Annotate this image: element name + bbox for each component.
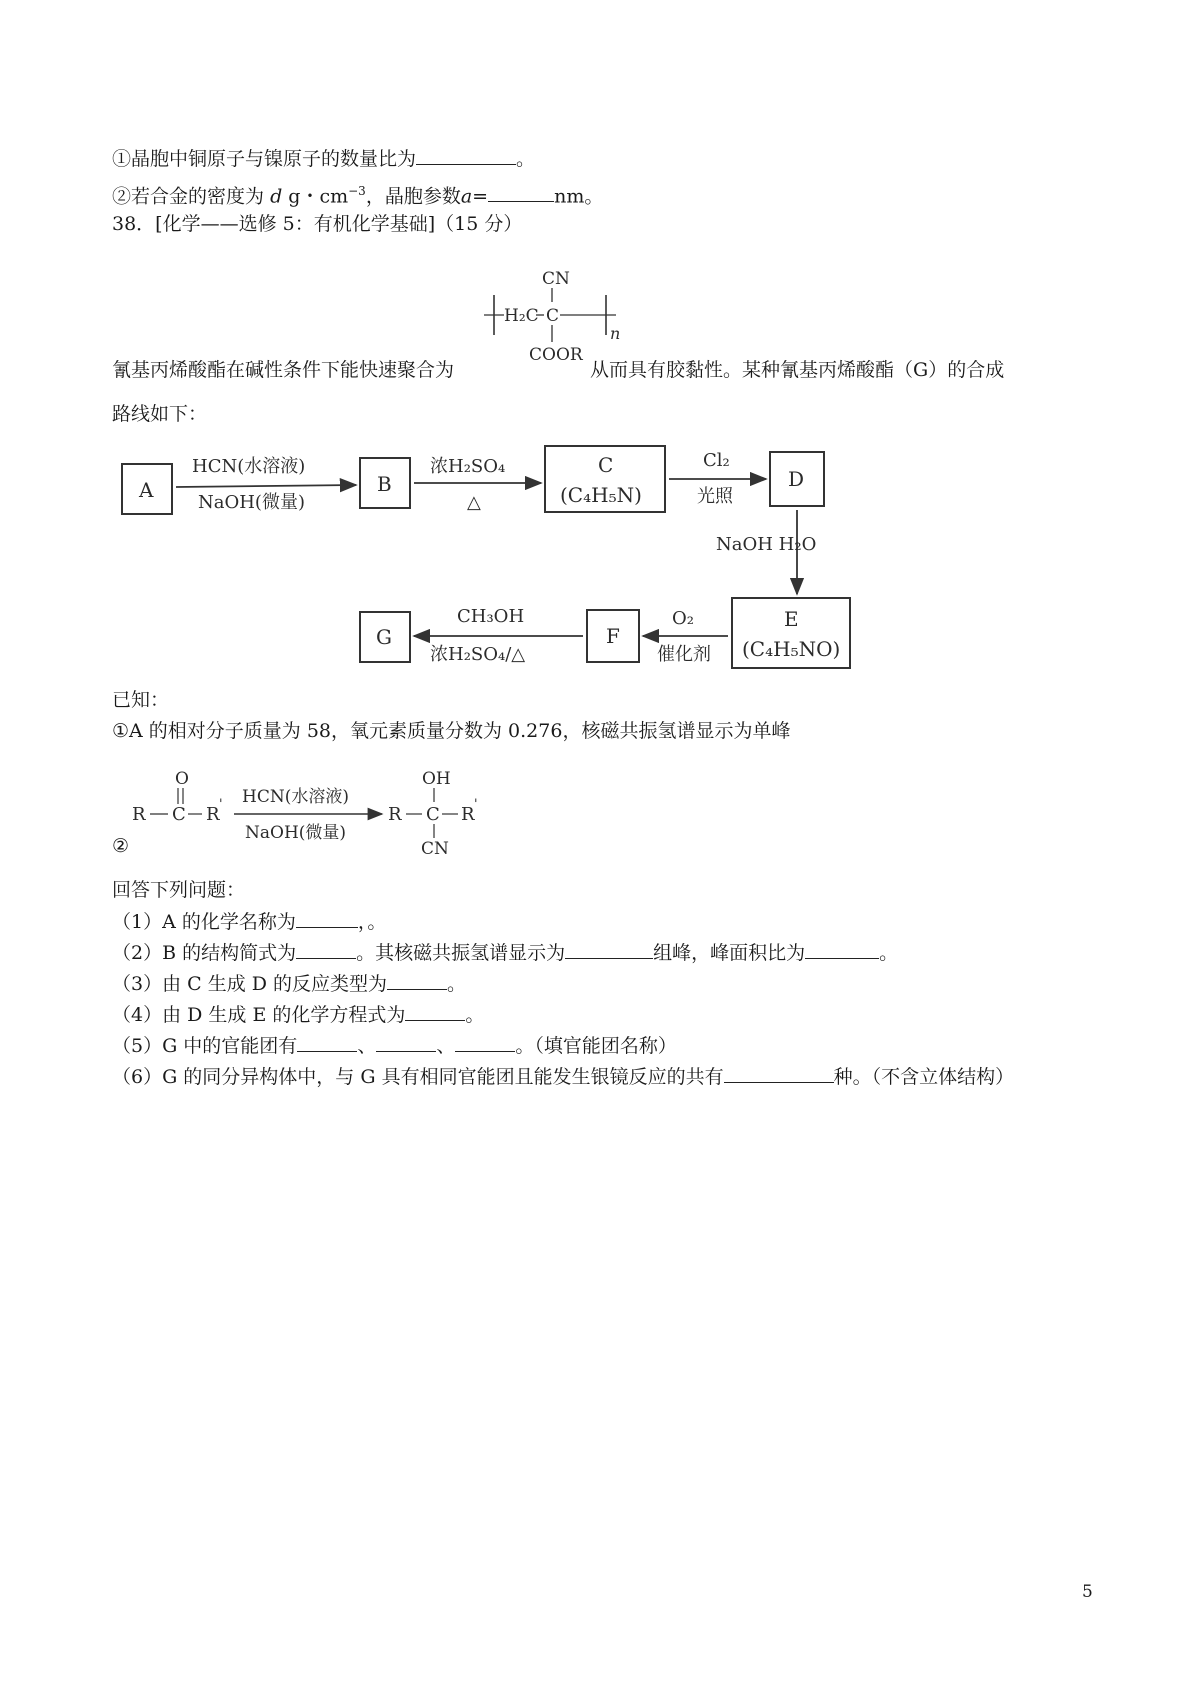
answer-2-blank-2[interactable] bbox=[565, 940, 653, 959]
a-b-reagent-top: HCN(水溶液) bbox=[192, 456, 306, 477]
box-b-label: B bbox=[377, 472, 392, 496]
prev-q2-mid: ，晶胞参数 bbox=[365, 185, 461, 208]
known-item1: ①A 的相对分子质量为 58，氧元素质量分数为 0.276，核磁共振氢谱显示为单峰 bbox=[112, 720, 791, 742]
answer-6: （6）G 的同分异构体中，与 G 具有相同官能团且能发生银镜反应的共有 种。（不含立体结构） bbox=[112, 1066, 1015, 1088]
box-a-label: A bbox=[139, 478, 154, 502]
b-c-reagent-bottom: △ bbox=[467, 492, 481, 513]
answer-2-blank-3[interactable] bbox=[805, 940, 879, 959]
d-e-reagent: NaOH H₂O bbox=[716, 534, 817, 555]
answer-1: （1）A 的化学名称为 ，。 bbox=[112, 911, 387, 933]
prev-q2-blank[interactable] bbox=[488, 183, 554, 202]
box-c-formula: (C₄H₅N) bbox=[560, 483, 642, 507]
prev-q1-blank[interactable] bbox=[416, 146, 516, 165]
b-c-reagent-top: 浓H₂SO₄ bbox=[430, 456, 506, 477]
rx-reagent-top: HCN(水溶液) bbox=[242, 787, 349, 807]
answer-3: （3）由 C 生成 D 的反应类型为 。 bbox=[112, 973, 467, 995]
rx-p-c: C bbox=[426, 804, 440, 825]
answer-5-blank-3[interactable] bbox=[455, 1033, 515, 1052]
a-b-reagent-bottom: NaOH(微量) bbox=[198, 492, 305, 513]
answer-2: （2）B 的结构简式为 。其核磁共振氢谱显示为 组峰，峰面积比为 。 bbox=[112, 942, 899, 964]
answer-5-blank-1[interactable] bbox=[297, 1033, 357, 1052]
answer-4: （4）由 D 生成 E 的化学方程式为 。 bbox=[112, 1004, 485, 1026]
rx-p-cn: CN bbox=[421, 839, 449, 859]
prev-q1-line bbox=[112, 146, 535, 171]
rx-p-oh: OH bbox=[422, 769, 451, 789]
e-f-reagent-top: O₂ bbox=[672, 608, 694, 629]
answer-3-blank[interactable] bbox=[387, 971, 447, 990]
rx-r-right: R bbox=[206, 804, 220, 825]
polymer-coor-label: COOR bbox=[529, 345, 583, 365]
polymer-n: n bbox=[610, 324, 621, 343]
prev-q2-line bbox=[112, 179, 603, 208]
rx-reagent-bottom: NaOH(微量) bbox=[245, 823, 347, 843]
prev-q2-unit: g・cm bbox=[288, 185, 349, 208]
page-number: 5 bbox=[1082, 1582, 1093, 1602]
prev-q1-text: ①晶胞中铜原子与镍原子的数量比为 bbox=[112, 148, 417, 170]
c-d-reagent-top: Cl₂ bbox=[703, 450, 730, 471]
arrow-a-b bbox=[176, 485, 356, 487]
polymer-structure bbox=[480, 262, 640, 372]
polymer-c: C bbox=[546, 306, 560, 326]
answer-5: （5）G 中的官能团有 、 、 。（填官能团名称） bbox=[112, 1035, 677, 1057]
c-d-reagent-bottom: 光照 bbox=[697, 486, 733, 507]
answers-heading: 回答下列问题： bbox=[112, 879, 246, 901]
synthesis-route bbox=[112, 432, 872, 672]
prev-q2-eq: = bbox=[472, 185, 489, 208]
answer-2-blank-1[interactable] bbox=[296, 940, 356, 959]
prev-q2-exp: −3 bbox=[348, 184, 366, 198]
rx-p-r-right: R bbox=[461, 804, 475, 825]
intro-pre: 氰基丙烯酸酯在碱性条件下能快速聚合为 bbox=[112, 359, 455, 381]
prev-q1-end: 。 bbox=[516, 148, 536, 170]
polymer-cn-label: CN bbox=[542, 269, 570, 289]
box-c-label: C bbox=[598, 453, 614, 477]
known-reaction bbox=[112, 766, 562, 859]
box-g-label: G bbox=[376, 625, 392, 649]
rx-c: C bbox=[172, 804, 186, 825]
box-e-formula: (C₄H₅NO) bbox=[742, 637, 841, 661]
answer-6-blank[interactable] bbox=[724, 1064, 834, 1083]
rx-o: O bbox=[175, 769, 189, 789]
known-label: 已知： bbox=[112, 689, 170, 711]
answer-4-blank[interactable] bbox=[405, 1002, 465, 1021]
e-f-reagent-bottom: 催化剂 bbox=[657, 644, 711, 665]
prev-q2-a: a bbox=[460, 185, 473, 208]
rx-r-prime: ' bbox=[219, 797, 223, 812]
answer-1-blank[interactable] bbox=[296, 909, 358, 928]
f-g-reagent-top: CH₃OH bbox=[457, 606, 525, 627]
f-g-reagent-bottom: 浓H₂SO₄/△ bbox=[430, 644, 526, 665]
intro-post: 从而具有胶黏性。某种氰基丙烯酸酯（G）的合成 bbox=[590, 359, 1005, 381]
answer-5-blank-2[interactable] bbox=[376, 1033, 436, 1052]
polymer-h2c: H₂C bbox=[504, 306, 539, 326]
known-item2-marker: ② bbox=[112, 835, 130, 857]
rx-p-r-left: R bbox=[388, 804, 402, 825]
box-f-label: F bbox=[606, 624, 620, 648]
prev-q2-pre: ②若合金的密度为 bbox=[112, 185, 265, 208]
prev-q2-end: nm。 bbox=[554, 185, 604, 208]
prev-q2-d: d bbox=[270, 185, 283, 208]
question-intro-line2: 路线如下： bbox=[112, 403, 208, 425]
rx-r-left: R bbox=[132, 804, 146, 825]
question-intro bbox=[112, 358, 1004, 382]
box-e-label: E bbox=[784, 607, 799, 631]
question-header: 38．[化学——选修 5：有机化学基础]（15 分） bbox=[112, 213, 523, 235]
rx-p-r-prime: ' bbox=[474, 797, 478, 812]
box-d-label: D bbox=[788, 467, 805, 491]
